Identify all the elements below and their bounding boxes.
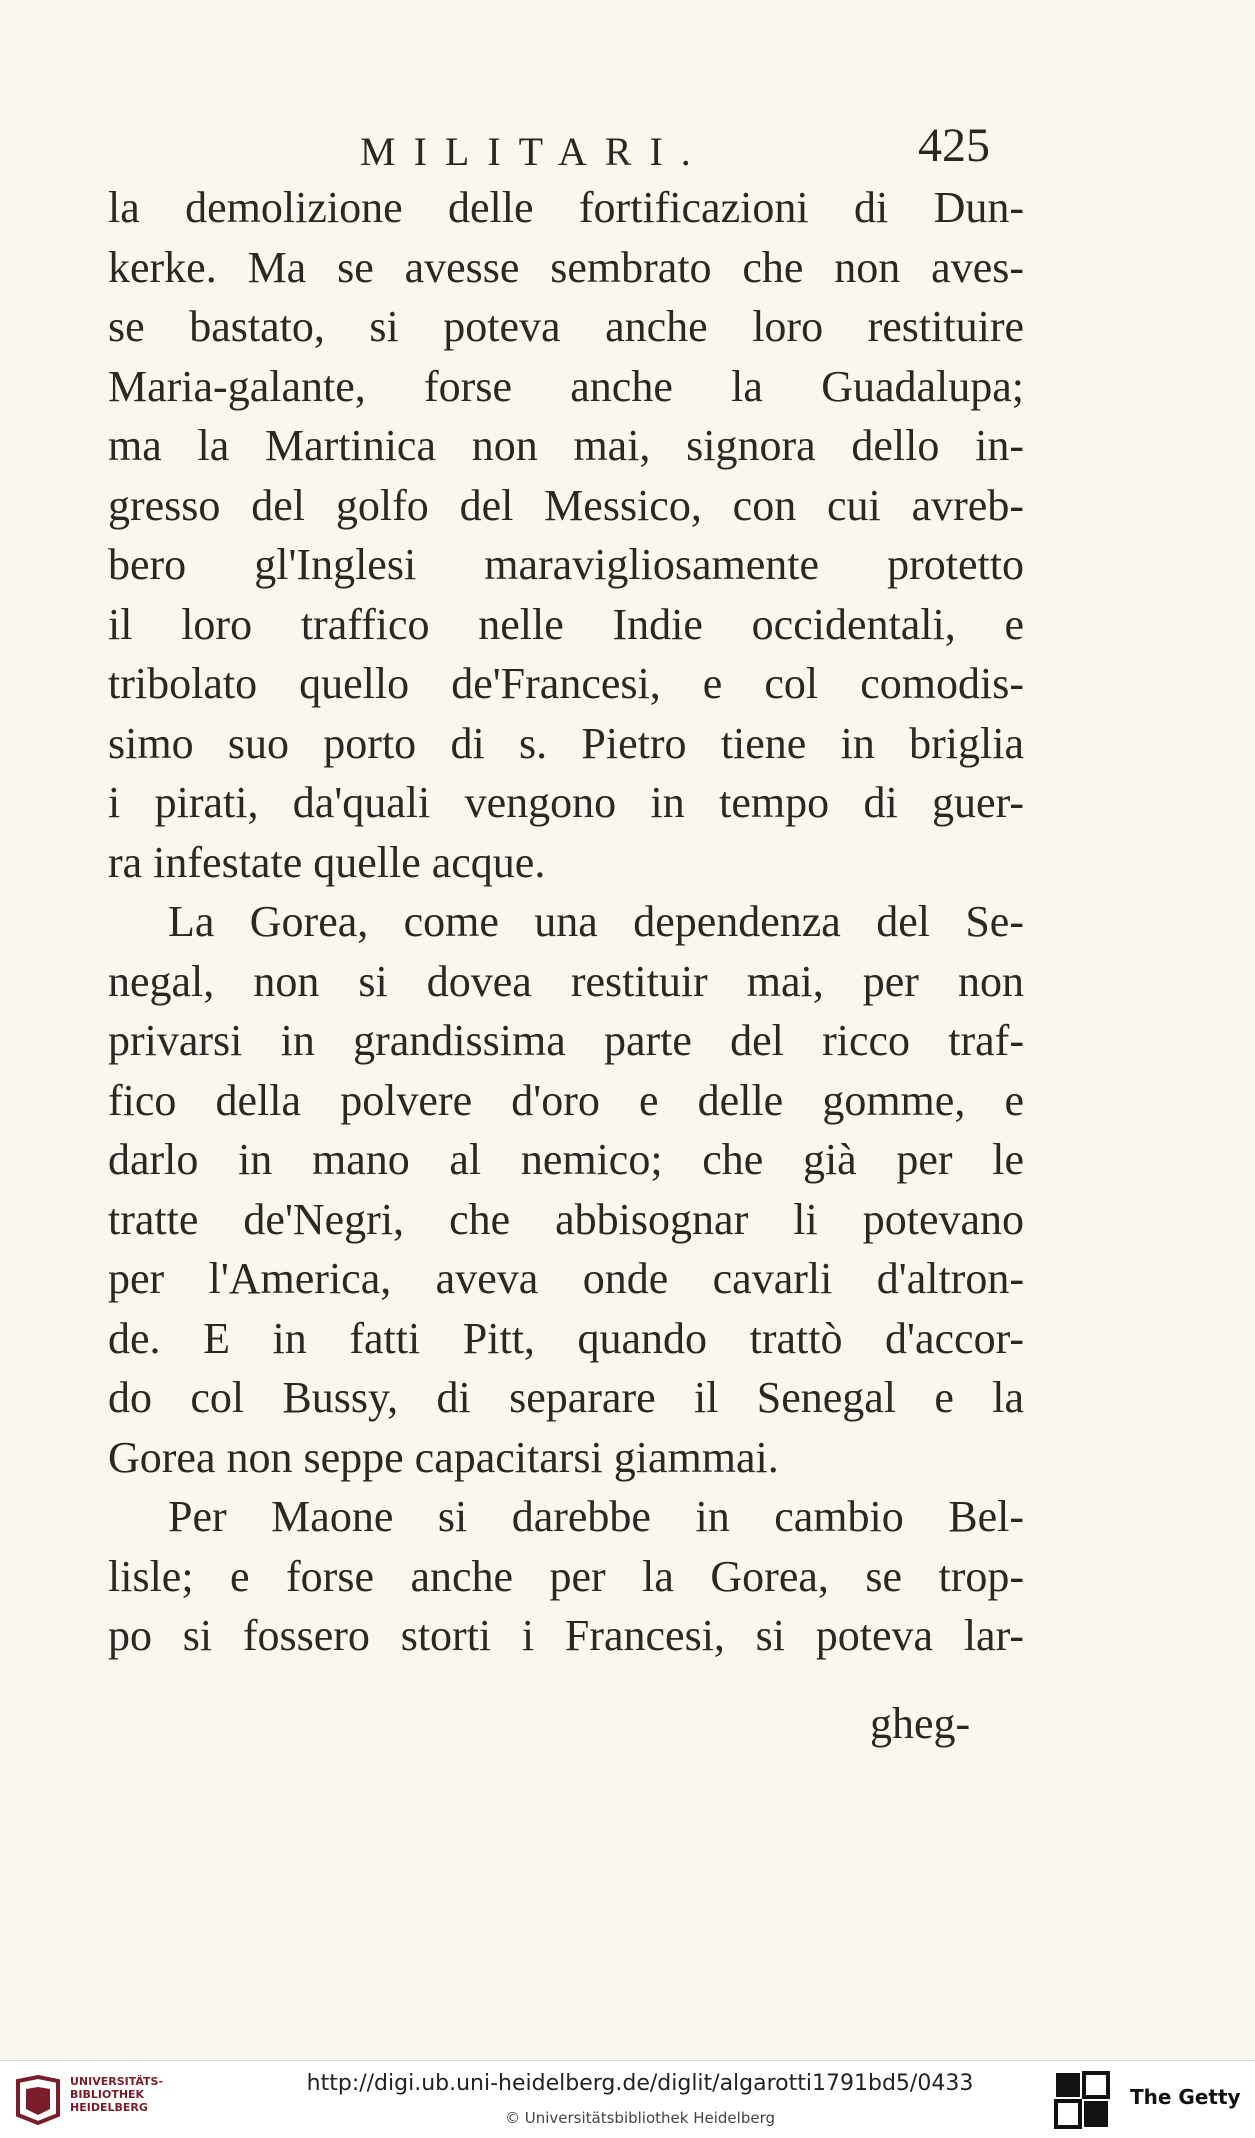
getty-logo-icon bbox=[1054, 2071, 1110, 2129]
text-line: la demolizione delle fortificazioni di Dun- bbox=[108, 183, 1024, 232]
text-line: Gorea non seppe capacitarsi giammai. bbox=[108, 1432, 779, 1482]
text-line: kerke. Ma se avesse sembrato che non aves- bbox=[108, 242, 1024, 292]
library-name: UNIVERSITÄTS- BIBLIOTHEK HEIDELBERG bbox=[70, 2075, 164, 2114]
text-line: se bastato, si poteva anche loro restituire bbox=[108, 302, 1024, 351]
body-text bbox=[108, 178, 1024, 1666]
source-url[interactable]: http://digi.ub.uni-heidelberg.de/diglit/algarotti1791bd5/0433 bbox=[306, 2071, 974, 2096]
text-line: Per Maone si darebbe in cambio Bel- bbox=[168, 1492, 1024, 1541]
catchword: gheg- bbox=[870, 1699, 971, 1748]
text-line: negal, non si dovea restituir mai, per non bbox=[108, 956, 1024, 1006]
text-line: bero gl'Inglesi maravigliosamente protetto bbox=[108, 540, 1024, 589]
text-line: po si fossero storti i Francesi, si poteva lar- bbox=[108, 1611, 1024, 1660]
text-line: i pirati, da'quali vengono in tempo di guer- bbox=[108, 778, 1024, 827]
copyright-notice: © Universitätsbibliothek Heidelberg bbox=[504, 2109, 775, 2127]
footer bbox=[0, 2060, 1255, 2138]
page-number: 425 bbox=[918, 119, 990, 172]
text-line: lisle; e forse anche per la Gorea, se trop- bbox=[108, 1551, 1024, 1601]
text-line: do col Bussy, di separare il Senegal e la bbox=[108, 1373, 1024, 1422]
text-line: Maria-galante, forse anche la Guadalupa; bbox=[108, 361, 1024, 411]
text-line: darlo in mano al nemico; che già per le bbox=[108, 1135, 1024, 1184]
text-line: il loro traffico nelle Indie occidentali, e bbox=[108, 599, 1024, 649]
text-line: tribolato quello de'Francesi, e col comodis- bbox=[108, 659, 1024, 708]
text-line: tratte de'Negri, che abbisognar li potevano bbox=[108, 1194, 1024, 1244]
text-line: privarsi in grandissima parte del ricco traf- bbox=[108, 1016, 1024, 1065]
text-line: fico della polvere d'oro e delle gomme, e bbox=[108, 1075, 1024, 1125]
text-line: gresso del golfo del Messico, con cui avreb- bbox=[108, 480, 1024, 530]
text-line: ra infestate quelle acque. bbox=[108, 837, 546, 887]
text-line: La Gorea, come una dependenza del Se- bbox=[168, 897, 1024, 946]
text-line: de. E in fatti Pitt, quando trattò d'accor- bbox=[108, 1313, 1024, 1363]
text-line: simo suo porto di s. Pietro tiene in briglia bbox=[108, 718, 1024, 768]
running-head: MILITARI. bbox=[360, 129, 709, 174]
university-library-logo-icon bbox=[14, 2075, 62, 2125]
text-line: per l'America, aveva onde cavarli d'altron- bbox=[108, 1254, 1024, 1303]
text-line: ma la Martinica non mai, signora dello in- bbox=[108, 421, 1024, 470]
getty-name: The Getty bbox=[1130, 2085, 1241, 2109]
